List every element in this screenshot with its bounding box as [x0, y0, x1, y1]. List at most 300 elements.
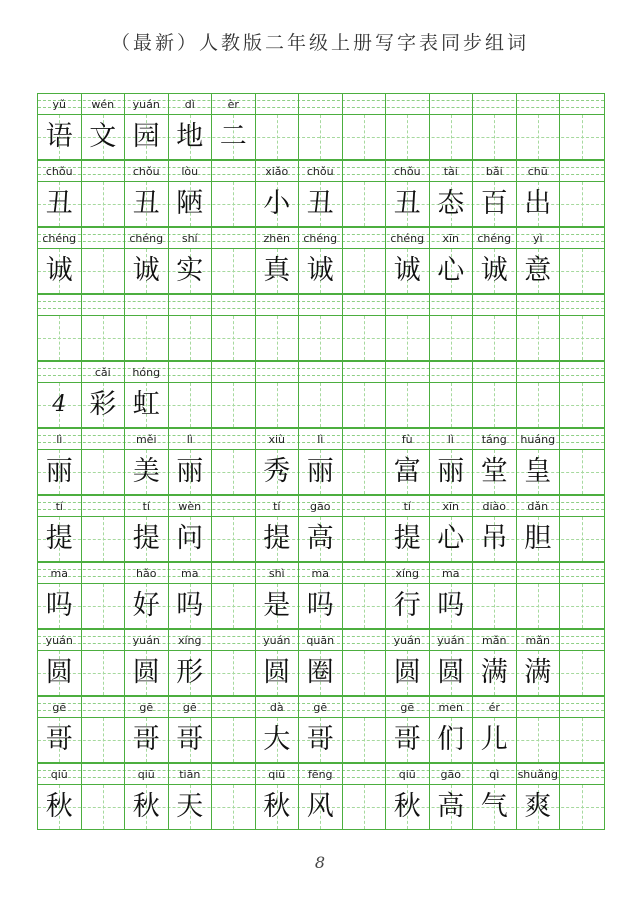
- pinyin-cell: [430, 429, 474, 449]
- hanzi-character: 地: [176, 121, 204, 152]
- hanzi-cell: [256, 517, 300, 561]
- pinyin-text: gē: [182, 700, 197, 714]
- pinyin-cell: [430, 295, 474, 315]
- pinyin-text: men: [438, 700, 463, 714]
- hanzi-cell: [82, 182, 126, 226]
- hanzi-cell: [430, 316, 474, 360]
- hanzi-character: 真: [263, 255, 291, 286]
- pinyin-cell: [82, 94, 126, 114]
- hanzi-cell: [517, 316, 561, 360]
- hanzi-band: [38, 382, 604, 428]
- pinyin-band: [38, 428, 604, 449]
- pinyin-cell: [125, 94, 169, 114]
- hanzi-cell: [517, 182, 561, 226]
- hanzi-cell: [517, 115, 561, 159]
- lesson-number: 4: [52, 392, 67, 417]
- grid-row: [38, 227, 604, 294]
- pinyin-cell: [299, 94, 343, 114]
- hanzi-character: 心: [437, 255, 465, 286]
- hanzi-cell: [169, 316, 213, 360]
- hanzi-cell: [256, 115, 300, 159]
- hanzi-character: 陋: [176, 188, 204, 219]
- hanzi-cell: [560, 584, 604, 628]
- pinyin-cell: [169, 630, 213, 650]
- hanzi-cell: [169, 249, 213, 293]
- pinyin-cell: [299, 496, 343, 516]
- writing-grid: [37, 93, 605, 830]
- hanzi-cell: [82, 718, 126, 762]
- hanzi-cell: [125, 182, 169, 226]
- hanzi-cell: [38, 651, 82, 695]
- pinyin-cell: [212, 496, 256, 516]
- grid-row: [38, 361, 604, 428]
- hanzi-cell: [343, 383, 387, 427]
- hanzi-cell: [212, 584, 256, 628]
- pinyin-cell: [125, 228, 169, 248]
- pinyin-cell: [517, 496, 561, 516]
- hanzi-character: 诚: [480, 255, 508, 286]
- hanzi-band: [38, 248, 604, 294]
- hanzi-character: 秋: [132, 791, 160, 822]
- pinyin-cell: [343, 228, 387, 248]
- pinyin-cell: [256, 563, 300, 583]
- hanzi-cell: [82, 249, 126, 293]
- pinyin-text: dǎn: [527, 499, 549, 513]
- pinyin-text: qiū: [137, 767, 155, 781]
- pinyin-band: [38, 93, 604, 114]
- pinyin-text: ma: [181, 566, 199, 580]
- hanzi-cell: [212, 115, 256, 159]
- pinyin-cell: [125, 697, 169, 717]
- pinyin-text: tí: [142, 499, 150, 513]
- pinyin-cell: [169, 563, 213, 583]
- pinyin-cell: [430, 496, 474, 516]
- hanzi-character: 气: [480, 791, 508, 822]
- hanzi-cell: [212, 249, 256, 293]
- pinyin-cell: [38, 429, 82, 449]
- pinyin-text: diào: [482, 499, 506, 513]
- hanzi-character: 提: [132, 523, 160, 554]
- pinyin-cell: [299, 630, 343, 650]
- hanzi-cell: [299, 517, 343, 561]
- hanzi-cell: [343, 182, 387, 226]
- hanzi-cell: [343, 450, 387, 494]
- hanzi-band: [38, 516, 604, 562]
- pinyin-cell: [82, 295, 126, 315]
- hanzi-cell: [82, 785, 126, 829]
- pinyin-cell: [386, 94, 430, 114]
- pinyin-cell: [169, 429, 213, 449]
- hanzi-character: 高: [306, 523, 334, 554]
- pinyin-cell: [560, 94, 604, 114]
- hanzi-character: 大: [263, 724, 291, 755]
- hanzi-character: 园: [132, 121, 160, 152]
- hanzi-cell: [517, 785, 561, 829]
- pinyin-cell: [299, 161, 343, 181]
- pinyin-cell: [82, 228, 126, 248]
- grid-row: [38, 696, 604, 763]
- pinyin-cell: [560, 496, 604, 516]
- pinyin-cell: [343, 362, 387, 382]
- pinyin-cell: [517, 697, 561, 717]
- hanzi-cell: [256, 584, 300, 628]
- pinyin-cell: [560, 697, 604, 717]
- pinyin-text: chǒu: [306, 164, 334, 178]
- hanzi-cell: [212, 383, 256, 427]
- hanzi-cell: [212, 517, 256, 561]
- pinyin-cell: [82, 161, 126, 181]
- pinyin-text: huáng: [520, 432, 556, 446]
- pinyin-text: ma: [442, 566, 460, 580]
- hanzi-character: 高: [437, 791, 465, 822]
- hanzi-character: 丽: [437, 456, 465, 487]
- pinyin-cell: [386, 295, 430, 315]
- pinyin-text: chéng: [129, 231, 164, 245]
- pinyin-cell: [38, 496, 82, 516]
- pinyin-text: lì: [317, 432, 324, 446]
- hanzi-cell: [299, 718, 343, 762]
- pinyin-cell: [169, 764, 213, 784]
- hanzi-cell: [38, 316, 82, 360]
- pinyin-cell: [169, 161, 213, 181]
- pinyin-cell: [517, 563, 561, 583]
- pinyin-cell: [169, 295, 213, 315]
- hanzi-cell: [430, 450, 474, 494]
- pinyin-cell: [473, 697, 517, 717]
- hanzi-cell: [473, 249, 517, 293]
- pinyin-cell: [169, 94, 213, 114]
- hanzi-character: 风: [306, 791, 334, 822]
- hanzi-cell: [82, 584, 126, 628]
- pinyin-text: tí: [403, 499, 411, 513]
- pinyin-text: xíng: [395, 566, 420, 580]
- pinyin-cell: [560, 563, 604, 583]
- pinyin-cell: [473, 496, 517, 516]
- pinyin-cell: [517, 630, 561, 650]
- hanzi-cell: [256, 450, 300, 494]
- hanzi-character: 行: [393, 590, 421, 621]
- pinyin-cell: [82, 563, 126, 583]
- hanzi-cell: [169, 182, 213, 226]
- pinyin-cell: [125, 563, 169, 583]
- hanzi-cell: [125, 316, 169, 360]
- hanzi-cell: [125, 450, 169, 494]
- hanzi-character: 百: [480, 188, 508, 219]
- hanzi-cell: [82, 651, 126, 695]
- hanzi-cell: [169, 651, 213, 695]
- pinyin-cell: [256, 496, 300, 516]
- hanzi-cell: [430, 182, 474, 226]
- hanzi-cell: [169, 115, 213, 159]
- pinyin-text: shí: [181, 231, 198, 245]
- pinyin-text: gē: [139, 700, 154, 714]
- hanzi-cell: [430, 718, 474, 762]
- hanzi-cell: [256, 785, 300, 829]
- pinyin-text: yuán: [437, 633, 465, 647]
- hanzi-cell: [169, 450, 213, 494]
- grid-row: [38, 629, 604, 696]
- pinyin-text: gē: [313, 700, 328, 714]
- hanzi-cell: [473, 718, 517, 762]
- hanzi-character: 语: [45, 121, 73, 152]
- pinyin-cell: [256, 429, 300, 449]
- pinyin-text: gē: [400, 700, 415, 714]
- hanzi-cell: [343, 785, 387, 829]
- hanzi-cell: [473, 651, 517, 695]
- pinyin-cell: [299, 228, 343, 248]
- pinyin-band: [38, 361, 604, 382]
- hanzi-cell: [560, 316, 604, 360]
- hanzi-character: 诚: [45, 255, 73, 286]
- pinyin-cell: [82, 429, 126, 449]
- pinyin-cell: [386, 764, 430, 784]
- pinyin-text: xiǎo: [265, 164, 289, 178]
- hanzi-character: 丽: [45, 456, 73, 487]
- hanzi-cell: [125, 718, 169, 762]
- hanzi-cell: [212, 182, 256, 226]
- pinyin-cell: [256, 295, 300, 315]
- hanzi-cell: [169, 584, 213, 628]
- pinyin-cell: [473, 161, 517, 181]
- hanzi-character: 丑: [306, 188, 334, 219]
- pinyin-cell: [212, 295, 256, 315]
- hanzi-cell: [299, 115, 343, 159]
- hanzi-character: 彩: [89, 389, 117, 420]
- hanzi-character: 提: [263, 523, 291, 554]
- hanzi-cell: [125, 651, 169, 695]
- pinyin-band: [38, 562, 604, 583]
- hanzi-character: 丑: [45, 188, 73, 219]
- hanzi-character: 圆: [437, 657, 465, 688]
- hanzi-cell: [343, 517, 387, 561]
- hanzi-cell: [256, 383, 300, 427]
- hanzi-character: 爽: [524, 791, 552, 822]
- hanzi-cell: [38, 584, 82, 628]
- hanzi-character: 圆: [263, 657, 291, 688]
- hanzi-cell: [299, 785, 343, 829]
- hanzi-character: 好: [132, 590, 160, 621]
- pinyin-cell: [169, 697, 213, 717]
- hanzi-character: 吗: [176, 590, 204, 621]
- pinyin-cell: [517, 295, 561, 315]
- hanzi-character: 诚: [132, 255, 160, 286]
- hanzi-cell: [430, 584, 474, 628]
- hanzi-band: [38, 717, 604, 763]
- pinyin-cell: [517, 429, 561, 449]
- pinyin-cell: [125, 496, 169, 516]
- hanzi-character: 吊: [480, 523, 508, 554]
- pinyin-cell: [125, 429, 169, 449]
- pinyin-text: ér: [488, 700, 500, 714]
- pinyin-cell: [212, 697, 256, 717]
- hanzi-cell: [517, 651, 561, 695]
- grid-row: [38, 160, 604, 227]
- hanzi-character: 诚: [306, 255, 334, 286]
- pinyin-cell: [212, 161, 256, 181]
- hanzi-cell: [386, 785, 430, 829]
- pinyin-text: yuán: [132, 97, 160, 111]
- hanzi-cell: [430, 785, 474, 829]
- hanzi-character: 哥: [393, 724, 421, 755]
- hanzi-character: 满: [524, 657, 552, 688]
- hanzi-character: 意: [524, 255, 552, 286]
- pinyin-cell: [38, 362, 82, 382]
- pinyin-text: ma: [50, 566, 68, 580]
- pinyin-text: chū: [527, 164, 548, 178]
- pinyin-cell: [38, 764, 82, 784]
- pinyin-cell: [430, 161, 474, 181]
- pinyin-cell: [38, 563, 82, 583]
- hanzi-character: 文: [89, 121, 117, 152]
- grid-row: [38, 495, 604, 562]
- pinyin-text: chéng: [390, 231, 425, 245]
- hanzi-character: 儿: [480, 724, 508, 755]
- pinyin-cell: [386, 496, 430, 516]
- pinyin-band: [38, 227, 604, 248]
- grid-row: [38, 763, 604, 830]
- hanzi-band: [38, 784, 604, 830]
- hanzi-character: 二: [219, 121, 247, 152]
- pinyin-cell: [430, 697, 474, 717]
- pinyin-text: quān: [306, 633, 335, 647]
- hanzi-cell: [38, 718, 82, 762]
- pinyin-text: qiū: [268, 767, 286, 781]
- hanzi-cell: [212, 450, 256, 494]
- hanzi-cell: [125, 249, 169, 293]
- pinyin-cell: [473, 630, 517, 650]
- hanzi-cell: [82, 383, 126, 427]
- pinyin-cell: [343, 94, 387, 114]
- hanzi-cell: [82, 450, 126, 494]
- hanzi-cell: [517, 383, 561, 427]
- hanzi-character: 哥: [306, 724, 334, 755]
- hanzi-cell: [343, 584, 387, 628]
- hanzi-cell: [125, 115, 169, 159]
- hanzi-cell: [517, 450, 561, 494]
- pinyin-text: táng: [481, 432, 507, 446]
- hanzi-cell: [560, 115, 604, 159]
- hanzi-cell: [125, 383, 169, 427]
- pinyin-cell: [169, 228, 213, 248]
- hanzi-cell: [212, 718, 256, 762]
- hanzi-character: 小: [263, 188, 291, 219]
- pinyin-text: qiū: [50, 767, 68, 781]
- hanzi-character: 圆: [132, 657, 160, 688]
- hanzi-character: 满: [480, 657, 508, 688]
- pinyin-cell: [430, 228, 474, 248]
- hanzi-character: 是: [263, 590, 291, 621]
- hanzi-character: 形: [176, 657, 204, 688]
- pinyin-band: [38, 160, 604, 181]
- pinyin-cell: [82, 496, 126, 516]
- page-title: （最新）人教版二年级上册写字表同步组词: [110, 32, 529, 54]
- pinyin-cell: [212, 630, 256, 650]
- pinyin-cell: [299, 764, 343, 784]
- pinyin-text: tài: [443, 164, 458, 178]
- hanzi-cell: [473, 584, 517, 628]
- pinyin-text: qì: [489, 767, 500, 781]
- pinyin-text: chéng: [42, 231, 77, 245]
- pinyin-cell: [38, 94, 82, 114]
- hanzi-cell: [38, 115, 82, 159]
- pinyin-cell: [38, 161, 82, 181]
- hanzi-character: 出: [524, 188, 552, 219]
- hanzi-character: 圆: [45, 657, 73, 688]
- hanzi-band: [38, 650, 604, 696]
- hanzi-character: 虹: [132, 389, 160, 420]
- hanzi-character: 圈: [306, 657, 334, 688]
- hanzi-cell: [517, 249, 561, 293]
- pinyin-cell: [386, 630, 430, 650]
- pinyin-cell: [256, 161, 300, 181]
- pinyin-text: yuán: [45, 633, 73, 647]
- hanzi-cell: [386, 316, 430, 360]
- hanzi-character: 哥: [45, 724, 73, 755]
- pinyin-cell: [299, 563, 343, 583]
- pinyin-cell: [430, 563, 474, 583]
- pinyin-cell: [212, 228, 256, 248]
- hanzi-cell: [299, 651, 343, 695]
- pinyin-text: xīn: [442, 499, 460, 513]
- pinyin-text: lòu: [181, 164, 199, 178]
- pinyin-text: ma: [311, 566, 329, 580]
- pinyin-text: mǎn: [525, 633, 550, 647]
- pinyin-text: chǒu: [45, 164, 73, 178]
- hanzi-cell: [473, 115, 517, 159]
- hanzi-cell: [125, 584, 169, 628]
- hanzi-cell: [256, 651, 300, 695]
- pinyin-cell: [386, 161, 430, 181]
- hanzi-cell: [430, 383, 474, 427]
- hanzi-cell: [473, 450, 517, 494]
- pinyin-cell: [517, 228, 561, 248]
- grid-row: [38, 428, 604, 495]
- hanzi-cell: [343, 651, 387, 695]
- pinyin-text: chǒu: [393, 164, 421, 178]
- pinyin-text: yì: [532, 231, 543, 245]
- hanzi-cell: [386, 115, 430, 159]
- pinyin-band: [38, 294, 604, 315]
- hanzi-cell: [169, 517, 213, 561]
- hanzi-cell: [82, 115, 126, 159]
- hanzi-character: 丽: [306, 456, 334, 487]
- hanzi-cell: [38, 182, 82, 226]
- pinyin-text: yuán: [132, 633, 160, 647]
- pinyin-text: lì: [186, 432, 193, 446]
- pinyin-cell: [125, 630, 169, 650]
- pinyin-cell: [256, 697, 300, 717]
- pinyin-text: chéng: [477, 231, 512, 245]
- pinyin-cell: [560, 630, 604, 650]
- hanzi-cell: [560, 651, 604, 695]
- hanzi-cell: [473, 517, 517, 561]
- pinyin-text: gē: [52, 700, 67, 714]
- hanzi-cell: [38, 249, 82, 293]
- hanzi-character: 吗: [437, 590, 465, 621]
- pinyin-cell: [343, 496, 387, 516]
- pinyin-band: [38, 696, 604, 717]
- pinyin-cell: [560, 161, 604, 181]
- hanzi-cell: [299, 383, 343, 427]
- hanzi-cell: [343, 316, 387, 360]
- hanzi-band: [38, 583, 604, 629]
- hanzi-character: 哥: [176, 724, 204, 755]
- hanzi-cell: [125, 517, 169, 561]
- hanzi-character: 胆: [524, 523, 552, 554]
- hanzi-cell: [212, 785, 256, 829]
- pinyin-cell: [125, 764, 169, 784]
- pinyin-cell: [430, 630, 474, 650]
